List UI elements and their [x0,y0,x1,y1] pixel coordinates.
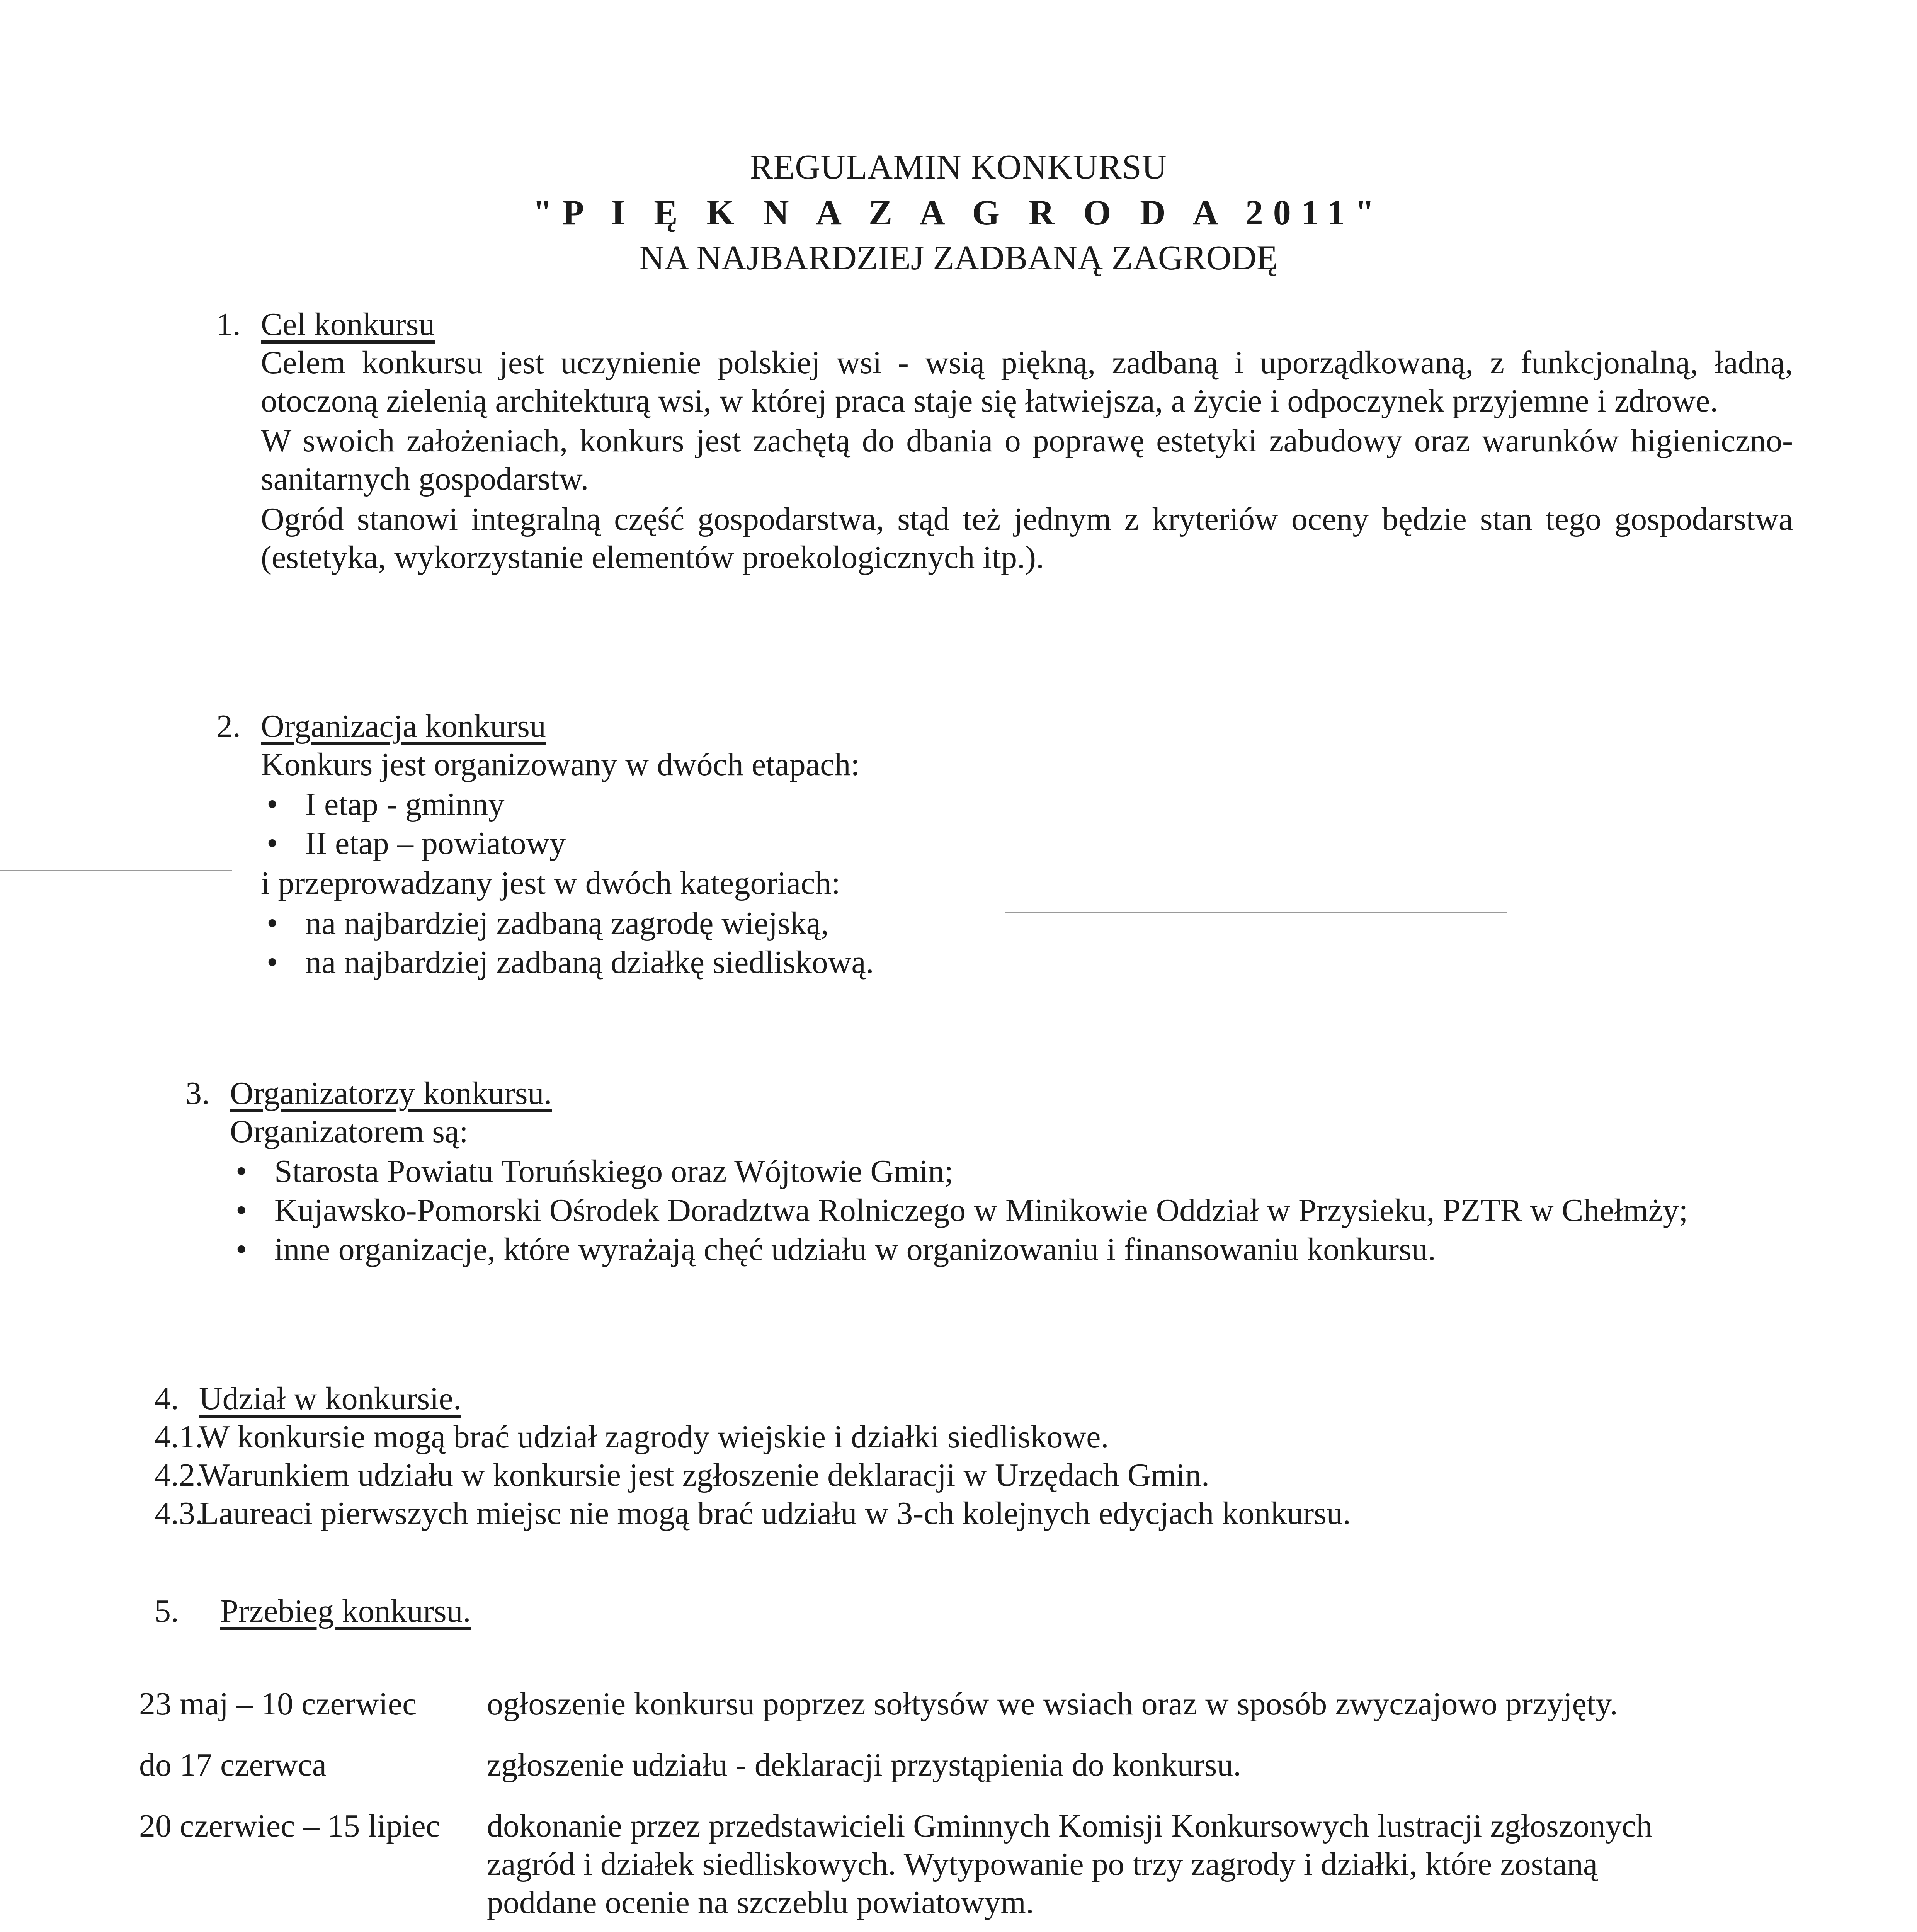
list-item: • na najbardziej zadbaną zagrodę wiejską, [261,904,1793,942]
list-item: • na najbardziej zadbaną działkę siedliskową. [261,943,1793,981]
schedule-row [139,1746,1685,1786]
schedule-row [139,1685,1685,1725]
schedule-date: 23 maj – 10 czerwiec [139,1686,417,1722]
title-line-2: "P I Ę K N A Z A G R O D A 2011" [532,193,1385,233]
list-item: • Starosta Powiatu Toruńskiego oraz Wójtowie Gmin; [230,1152,1793,1190]
schedule-table [139,1685,1685,1932]
scan-artifact-line [0,870,232,871]
section-title: Przebieg konkursu. [220,1593,471,1629]
section-title: Organizacja konkursu [261,708,546,744]
bullet-icon: • [236,1153,247,1190]
bullet-icon: • [267,786,278,823]
bullet-list [230,1152,1793,1269]
subitem: 4.3. Laureaci pierwszych miejsc nie mogą brać udziału w 3-ch kolejnych edycjach konkursu. [155,1495,1351,1532]
section-number: 2. [216,708,241,744]
paragraph: Ogród stanowi integralną część gospodarstwa, stąd też jednym z kryteriów oceny będzie stan tego gospodarstwa (estetyka, wykorzystanie elementów proekologicznych itp.). [261,501,1793,575]
subitem: 4.2. Warunkiem udziału w konkursie jest zgłoszenie deklaracji w Urzędach Gmin. [155,1457,1209,1493]
bullet-icon: • [267,944,278,980]
section-number: 4. [155,1381,179,1417]
paragraph: i przeprowadzany jest w dwóch kategoriach: [261,865,840,901]
list-item: • inne organizacje, które wyrażają chęć udziału w organizowaniu i finansowaniu konkursu. [230,1230,1793,1269]
list-item: • Kujawsko-Pomorski Ośrodek Doradztwa Rolniczego w Minikowie Oddział w Przysieku, PZTR w Chełmży; [230,1191,1793,1230]
document-title [0,147,1917,279]
title-line-3: NA NAJBARDZIEJ ZADBANĄ ZAGRODĘ [639,238,1278,277]
schedule-date: 20 czerwiec – 15 lipiec [139,1808,440,1844]
bullet-list [261,785,1793,862]
section-title: Cel konkursu [261,306,435,342]
section-title: Udział w konkursie. [199,1381,461,1417]
paragraph: Organizatorem są: [230,1114,468,1150]
schedule-desc: ogłoszenie konkursu poprzez sołtysów we wsiach oraz w sposób zwyczajowo przyjęty. [487,1686,1618,1722]
bullet-icon: • [236,1192,247,1229]
section-2 [216,707,1793,983]
paragraph: Celem konkursu jest uczynienie polskiej wsi - wsią piękną, zadbaną i uporządkowaną, z funkcjonalną, ładną, otoczoną zielenią architekturą wsi, w której praca staje się łatwiejsza, a życie i odpoczynek przyjemne i zdrowe. [261,345,1793,419]
schedule-desc: dokonanie przez przedstawicieli Gminnych Komisji Konkursowych lustracji zgłoszonych zagród i działek siedliskowych. Wytypowanie po trzy zagrody i działki, które zostaną poddane ocenie na szczeblu powiatowym. [487,1808,1653,1921]
bullet-icon: • [236,1231,247,1268]
bullet-list [261,904,1793,981]
schedule-row [139,1807,1685,1923]
bullet-icon: • [267,905,278,941]
paragraph: Konkurs jest organizowany w dwóch etapach: [261,747,860,783]
section-4 [155,1379,1793,1532]
section-number: 1. [216,306,241,342]
schedule-date: do 17 czerwca [139,1747,327,1783]
section-5 [155,1592,1731,1630]
list-item: • II etap – powiatowy [261,824,1793,862]
scan-artifact-line [1005,912,1507,913]
subitem: 4.1. W konkursie mogą brać udział zagrody wiejskie i działki siedliskowe. [155,1419,1109,1455]
paragraph: W swoich założeniach, konkurs jest zachętą do dbania o poprawę estetyki zabudowy oraz warunków higieniczno-sanitarnych gospodarstw. [261,423,1793,497]
bullet-icon: • [267,825,278,862]
section-3 [185,1074,1793,1270]
section-number: 3. [185,1075,210,1111]
list-item: • I etap - gminny [261,785,1793,823]
section-1 [216,305,1793,578]
title-line-1: REGULAMIN KONKURSU [750,148,1167,186]
section-number: 5. [155,1593,179,1629]
schedule-desc: zgłoszenie udziału - deklaracji przystąpienia do konkursu. [487,1747,1242,1783]
section-title: Organizatorzy konkursu. [230,1075,552,1111]
